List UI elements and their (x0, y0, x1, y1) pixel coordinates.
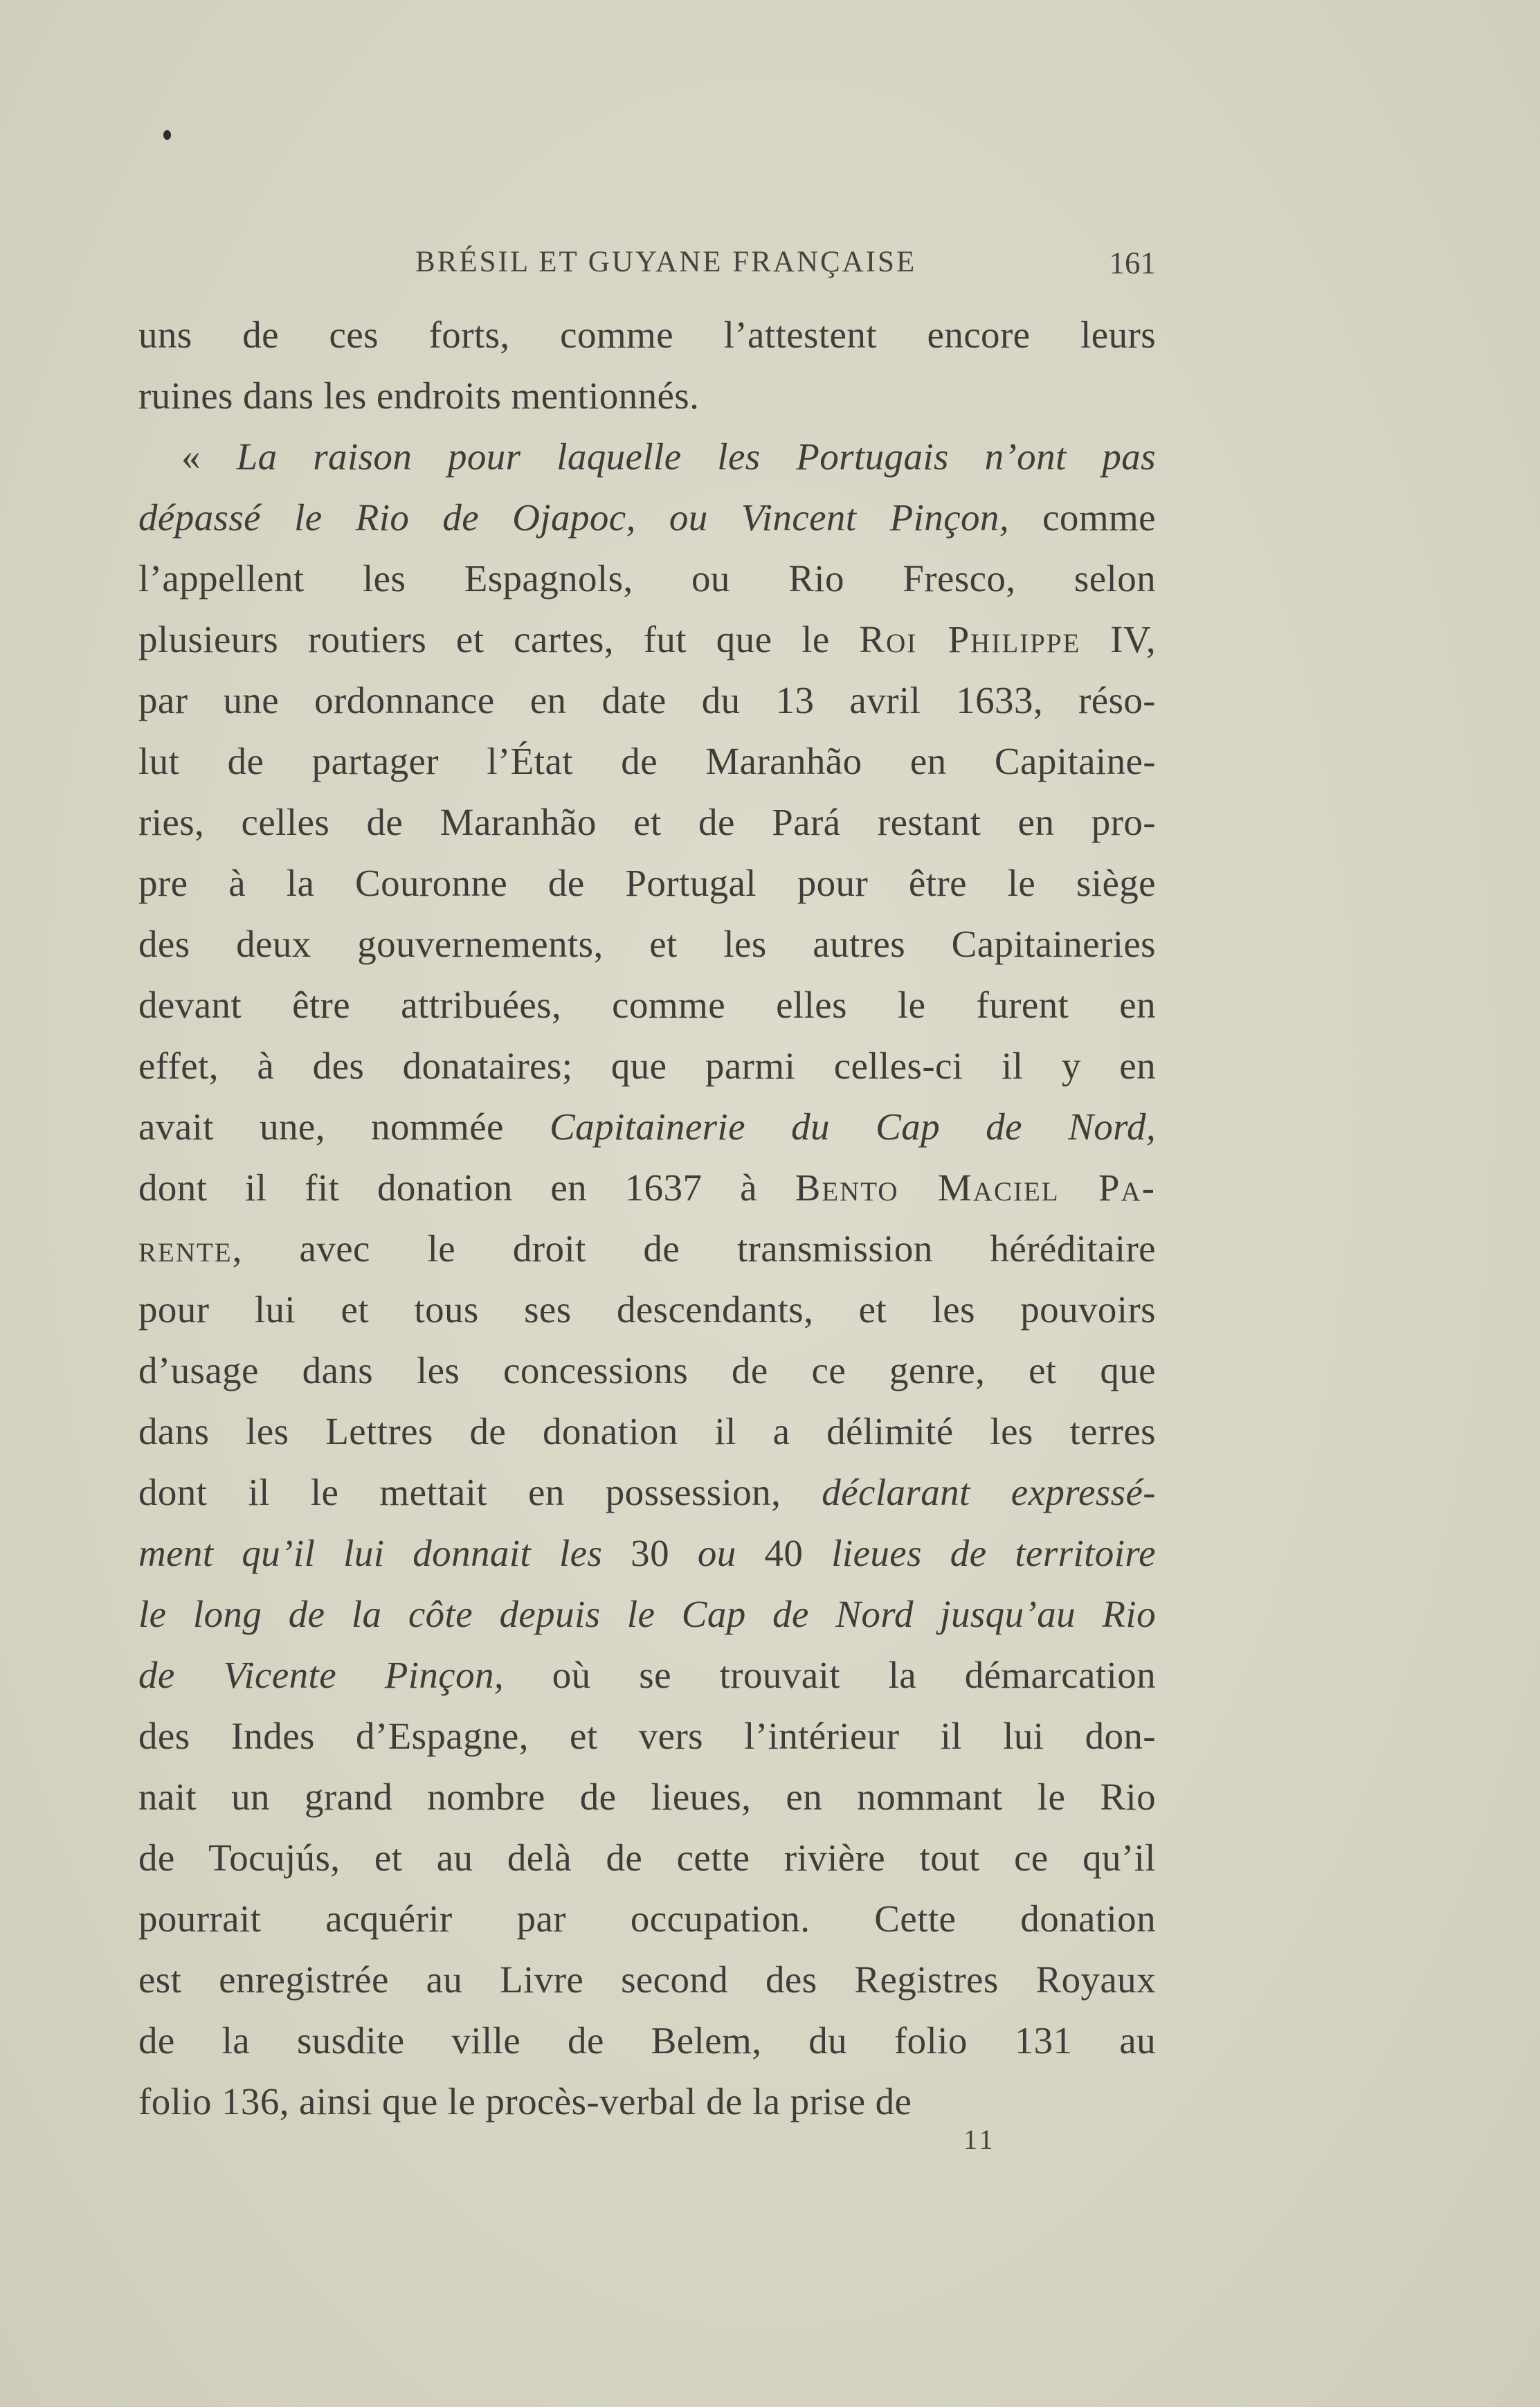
text-segment: folio 136, ainsi que le procès-verbal de la prise de (138, 2080, 912, 2122)
text-line (138, 1888, 1156, 1949)
text-segment: « (181, 435, 237, 478)
text-line (138, 1706, 1156, 1767)
text-line (138, 1523, 1156, 1584)
text-segment: où se trouvait la démarcation (504, 1654, 1156, 1696)
text-segment: de Tocujús, et au delà de cette rivière tout ce qu’il (138, 1837, 1156, 1879)
text-segment: de la susdite ville de Belem, du folio 131 au (138, 2019, 1156, 2062)
text-line (138, 1157, 1156, 1218)
text-line (138, 2010, 1156, 2071)
text-segment: de Vicente Pinçon, (138, 1654, 505, 1696)
text-segment: lut de partager l’État de Maranhão en Capitaine- (138, 740, 1156, 782)
text-line (138, 853, 1156, 914)
text-segment: Bento Maciel Pa- (795, 1166, 1156, 1209)
text-segment: l’appellent les Espagnols, ou Rio Fresco, selon (138, 557, 1156, 600)
text-segment: , avec le droit de transmission héréditaire (232, 1227, 1156, 1270)
text-segment: par une ordonnance en date du 13 avril 1633, réso- (138, 679, 1156, 721)
text-segment: pourrait acquérir par occupation. Cette donation (138, 1897, 1156, 1940)
text-segment: devant être attribuées, comme elles le furent en (138, 984, 1156, 1026)
text-segment: dont il le mettait en possession, (138, 1471, 822, 1513)
text-segment: dépassé le Rio de Ojapoc, ou Vincent Pinçon, (138, 496, 1009, 539)
text-line (138, 1340, 1156, 1401)
text-segment: nait un grand nombre de lieues, en nommant le Rio (138, 1776, 1156, 1818)
text-line (138, 1218, 1156, 1279)
text-segment: uns de ces forts, comme l’attestent encore leurs (138, 314, 1156, 356)
text-line (138, 1401, 1156, 1462)
page-number: 161 (1109, 246, 1156, 280)
text-segment: pour lui et tous ses descendants, et les pouvoirs (138, 1288, 1156, 1331)
text-line (138, 1949, 1156, 2010)
text-segment: ries, celles de Maranhão et de Pará restant en pro- (138, 801, 1156, 843)
text-line (138, 975, 1156, 1036)
text-line (138, 1462, 1156, 1523)
text-line (138, 1767, 1156, 1828)
text-line (138, 1097, 1156, 1157)
text-segment: avait une, nommée (138, 1106, 550, 1148)
text-line (138, 426, 1156, 487)
text-segment: dans les Lettres de donation il a délimité les terres (138, 1410, 1156, 1452)
text-line (138, 609, 1156, 670)
text-segment: La raison pour laquelle les Portugais n’ont pas (236, 435, 1156, 478)
text-segment: le long de la côte depuis le Cap de Nord jusqu’au Rio (138, 1593, 1156, 1635)
text-segment: IV, (1080, 618, 1156, 660)
text-segment: rente (138, 1227, 233, 1270)
text-line (138, 792, 1156, 853)
signature-mark: 11 (963, 2124, 996, 2155)
text-segment: dont il fit donation en 1637 à (138, 1166, 795, 1209)
text-line (138, 2071, 1156, 2132)
text-segment: d’usage dans les concessions de ce genre, et que (138, 1349, 1156, 1391)
text-segment: plusieurs routiers et cartes, fut que le (138, 618, 860, 660)
text-segment: lieues de territoire (831, 1532, 1156, 1574)
text-segment: ment qu’il lui donnait les (138, 1532, 603, 1574)
page-header (138, 245, 1156, 287)
text-segment: ou (697, 1532, 736, 1574)
text-line (138, 305, 1156, 366)
text-line (138, 731, 1156, 792)
body-text (138, 305, 1156, 2132)
text-segment: Capitainerie du Cap de Nord, (550, 1106, 1156, 1148)
text-line (138, 1828, 1156, 1888)
text-line (138, 1279, 1156, 1340)
text-line (138, 548, 1156, 609)
text-line (138, 1645, 1156, 1706)
text-segment: Roi Philippe (859, 618, 1081, 660)
text-line (138, 670, 1156, 731)
text-segment: 40 (736, 1532, 832, 1574)
text-segment: 30 (602, 1532, 698, 1574)
text-segment: comme (1008, 496, 1156, 539)
text-line (138, 1584, 1156, 1645)
text-segment: ruines dans les endroits mentionnés. (138, 375, 700, 417)
text-segment: effet, à des donataires; que parmi celles-ci il y en (138, 1045, 1156, 1087)
text-segment: des deux gouvernements, et les autres Capitaineries (138, 923, 1156, 965)
text-line (138, 487, 1156, 548)
text-segment: des Indes d’Espagne, et vers l’intérieur il lui don- (138, 1715, 1156, 1757)
text-segment: pre à la Couronne de Portugal pour être le siège (138, 862, 1156, 904)
ink-dot (163, 130, 171, 140)
running-title: BRÉSIL ET GUYANE FRANÇAISE (415, 246, 917, 278)
text-line (138, 366, 1156, 426)
text-segment: est enregistrée au Livre second des Registres Royaux (138, 1958, 1156, 2001)
text-segment: déclarant expressé- (822, 1471, 1156, 1513)
text-line (138, 1036, 1156, 1097)
text-line (138, 914, 1156, 975)
